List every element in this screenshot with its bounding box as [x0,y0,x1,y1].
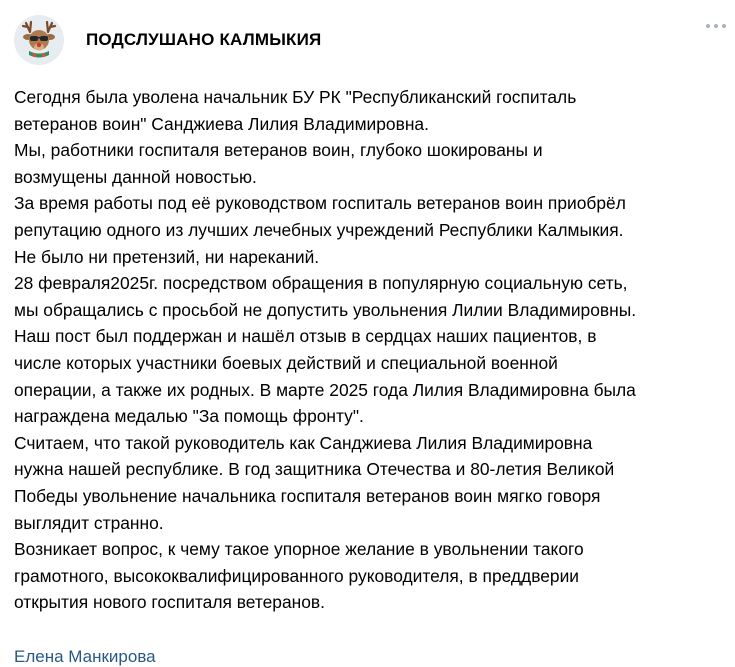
post-text-line: открытия нового госпиталя ветеранов. [14,592,325,613]
post-text-line: награждена медалью "За помощь фронту". [14,406,364,427]
author-link[interactable]: Елена Манкирова [14,647,156,666]
post-text-line: Победы увольнение начальника госпиталя ветеранов воин мягко говоря [14,485,601,506]
post-text-line: операции, а также их родных. В марте 2025 года Лилия Владимировна была [14,379,636,400]
post-text-line: репутацию одного из лучших лечебных учреждений Республики Калмыкия. [14,219,624,240]
post-text-line: За время работы под её руководством госпиталь ветеранов воин приобрёл [14,193,626,214]
post-text-line: мы обращались с просьбой не допустить увольнения Лилии Владимировны. [14,299,637,320]
post-text-line: ветеранов воин" Санджиева Лилия Владимировна. [14,113,429,134]
post-text-line: грамотного, высококвалифицированного руководителя, в преддверии [14,565,580,586]
post-header [14,14,721,66]
post-text-line: нужна нашей республике. В год защитника Отечества и 80-летия Великой [14,459,615,480]
post-text-line: Возникает вопрос, к чему такое упорное желание в увольнении такого [14,539,584,560]
post-text-line: Наш пост был поддержан и нашёл отзыв в сердцах наших пациентов, в [14,326,597,347]
post-text-line: числе которых участники боевых действий и специальной военной [14,352,558,373]
post-text-line: Не было ни претензий, ни нареканий. [14,246,320,267]
more-dots-icon[interactable] [701,14,731,38]
post-text-line: Сегодня была уволена начальник БУ РК "Республиканский госпиталь [14,87,577,107]
dot [722,24,726,28]
post-text [14,84,724,616]
avatar[interactable] [14,15,64,65]
post-text-line: Мы, работники госпиталя ветеранов воин, глубоко шокированы и [14,140,543,161]
post-text-line: выглядит странно. [14,512,164,533]
post-text-line: 28 февраля2025г. посредством обращения в популярную социальную сеть, [14,273,628,294]
dot [714,24,718,28]
post-text-line: возмущены данной новостью. [14,166,257,187]
post-text-line: Считаем, что такой руководитель как Санджиева Лилия Владимировна [14,432,593,453]
dot [706,24,710,28]
reindeer-avatar-icon [17,18,61,62]
group-name-link[interactable]: ПОДСЛУШАНО КАЛМЫКИЯ [86,30,322,49]
